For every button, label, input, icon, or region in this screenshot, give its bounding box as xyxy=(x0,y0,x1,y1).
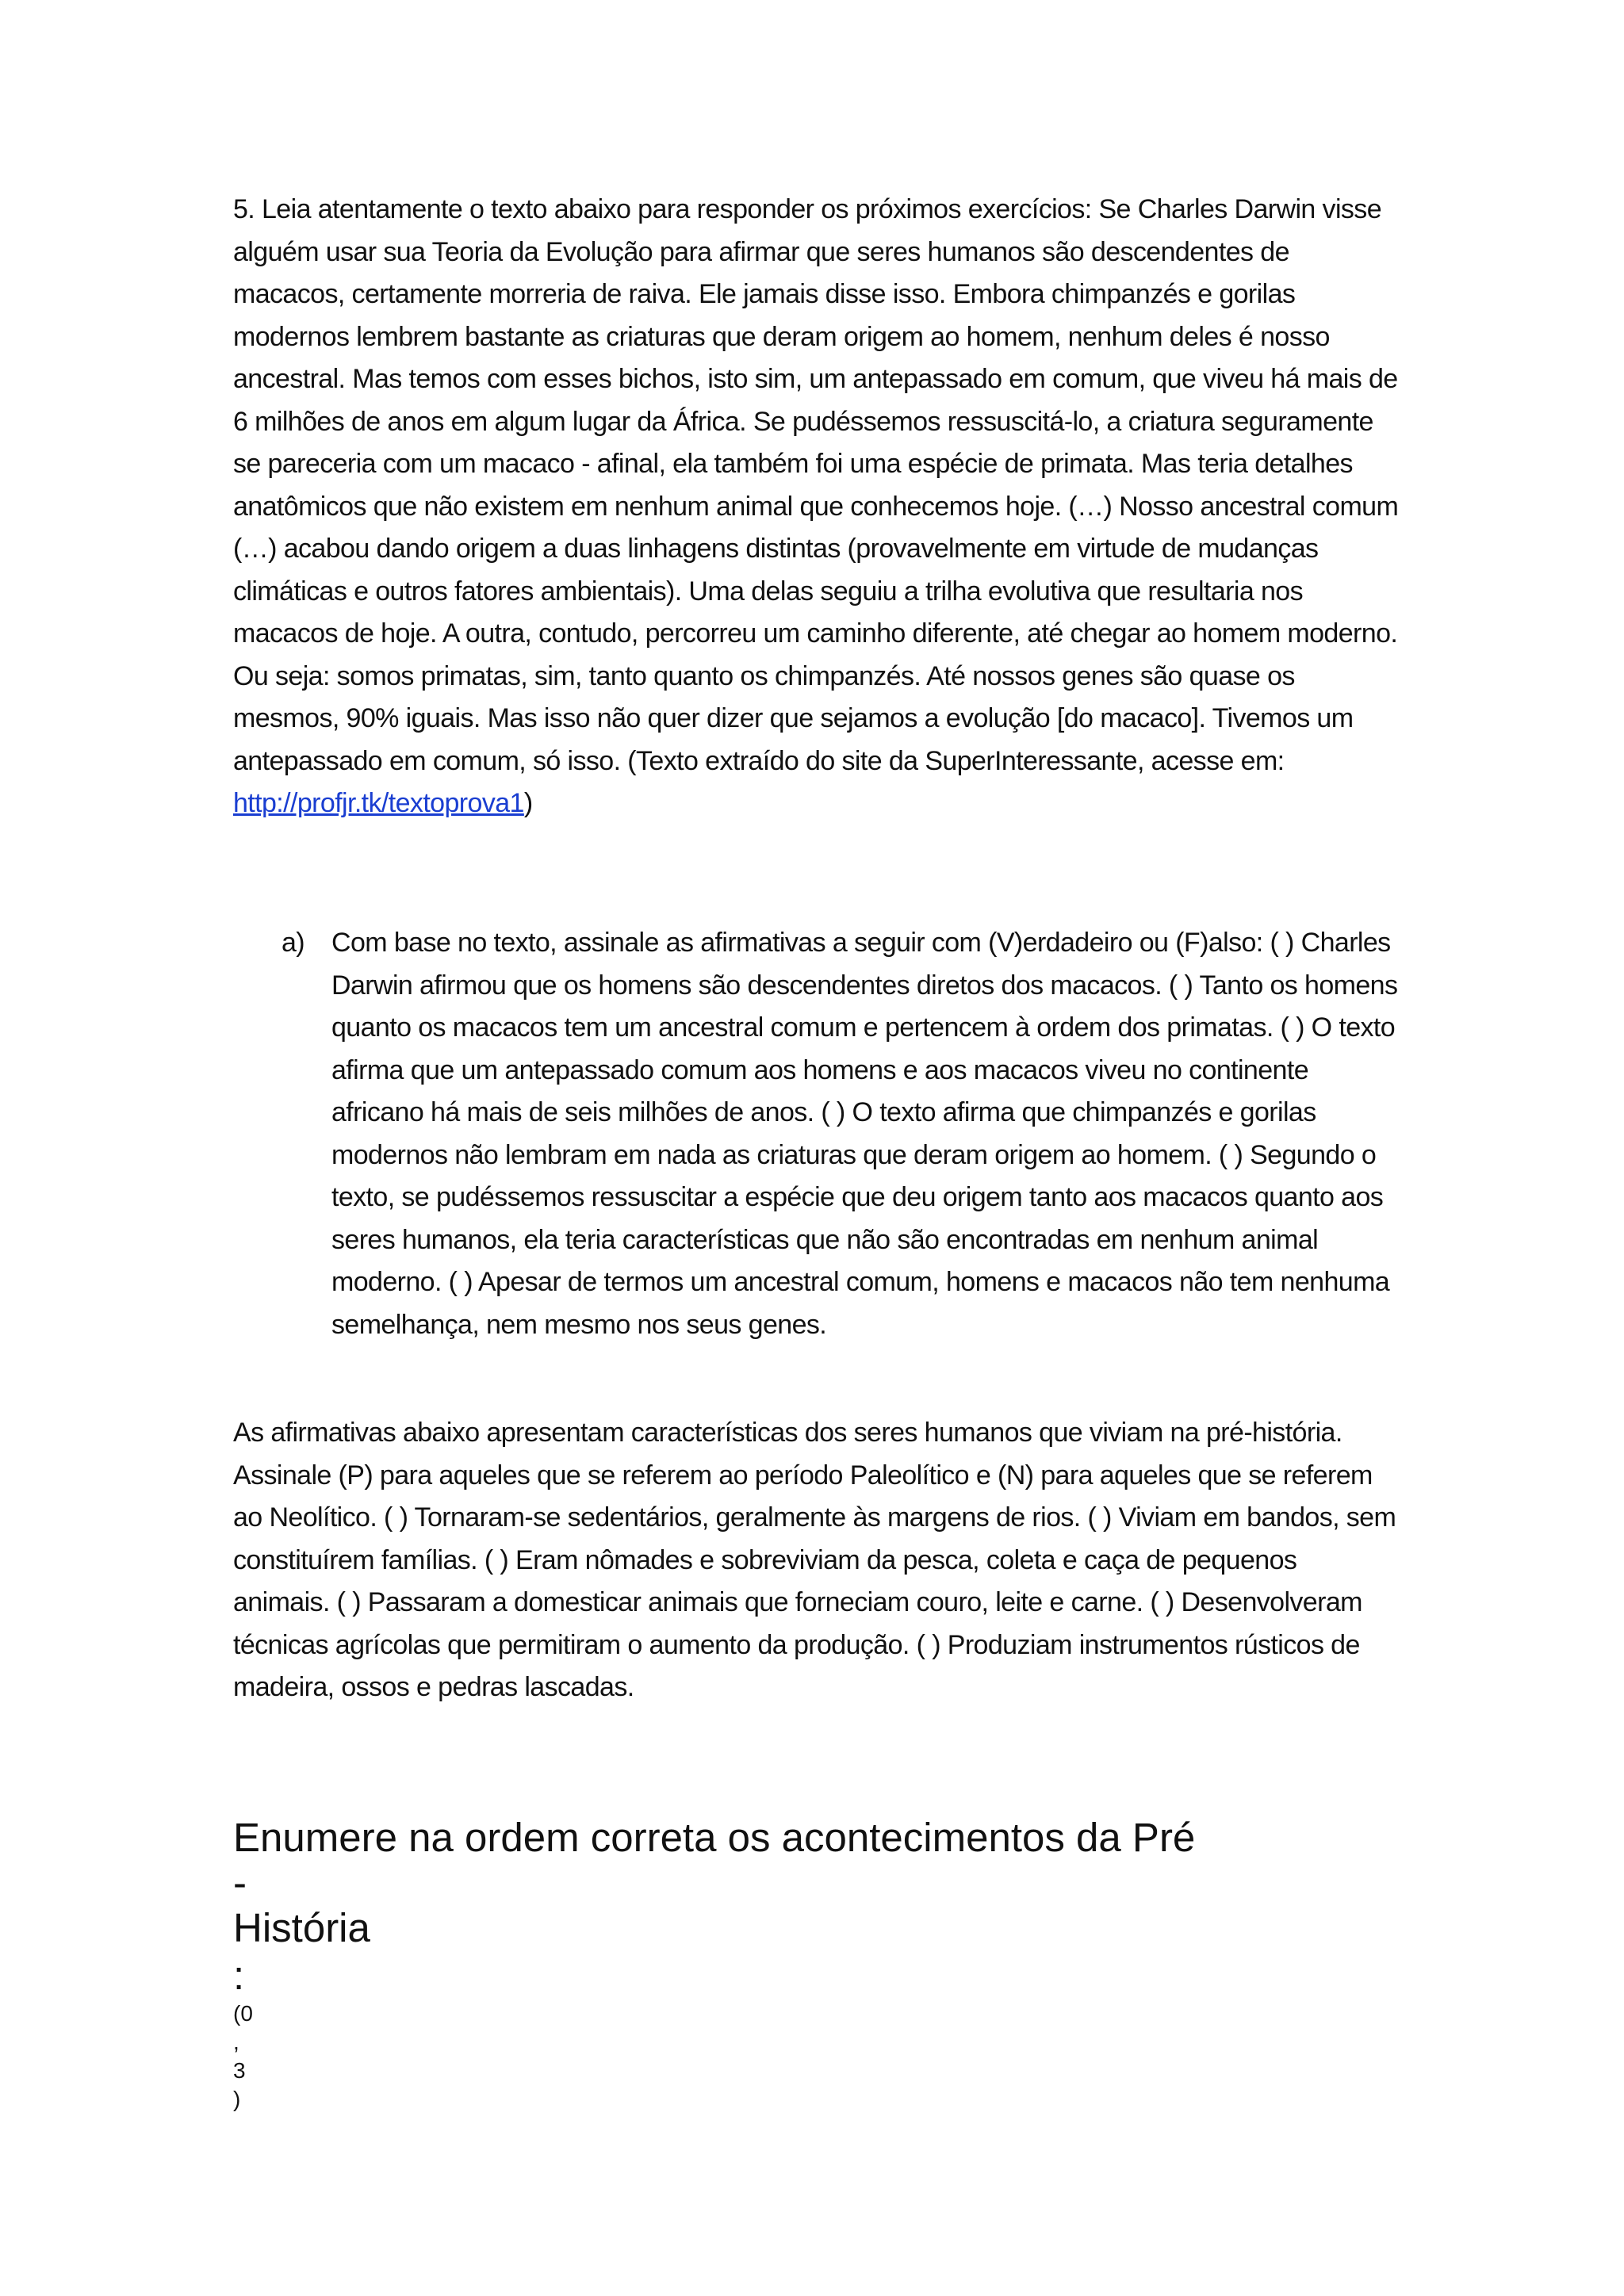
section-heading-line2: História xyxy=(233,1905,370,1950)
item-a-marker: a) xyxy=(282,928,305,958)
section-heading-line1: Enumere na ordem correta os acontecimentos da Pré xyxy=(233,1815,1196,1860)
question-5-closing: ) xyxy=(523,788,533,818)
question-6-text: As afirmativas abaixo apresentam características dos seres humanos que viviam na pré-história. Assinale (P) para aqueles que se referem ao período Paleolítico e (N) para aqueles que se referem ao Neolítico. ( ) Tornaram-se sedentários, geralmente às margens de rios. ( ) Viviam em bandos, sem constituírem famílias. ( ) Eram nômades e sobreviviam da pesca, coleta e caça de pequenos animais. ( ) Passaram a domesticar animais que forneciam couro, leite e carne. ( ) Desenvolveram técnicas agrícolas que permitiram o aumento da produção. ( ) Produziam instrumentos rústicos de madeira, ossos e pedras lascadas. xyxy=(233,1418,1396,1702)
score-part-3: 3 xyxy=(233,2058,246,2083)
score-part-4: ) xyxy=(233,2087,241,2111)
section-heading-colon: : xyxy=(233,1953,245,1998)
section-heading-dash: - xyxy=(233,1860,247,1905)
score-part-1: (0 xyxy=(233,2001,253,2026)
item-a xyxy=(282,922,1400,1346)
question-5-body: 5. Leia atentamente o texto abaixo para responder os próximos exercícios: Se Charles Darwin visse alguém usar sua Teoria da Evolução para afirmar que seres humanos são descendentes de macacos, certamente morreria de raiva. Ele jamais disse isso. Embora chimpanzés e gorilas modernos lembrem bastante as criaturas que deram origem ao homem, nenhum deles é nosso ancestral. Mas temos com esses bichos, isto sim, um antepassado em comum, que viveu há mais de 6 milhões de anos em algum lugar da África. Se pudéssemos ressuscitá-lo, a criatura seguramente se pareceria com um macaco - afinal, ela também foi uma espécie de primata. Mas teria detalhes anatômicos que não existem em nenhum animal que conhecemos hoje. (…) Nosso ancestral comum (…) acabou dando origem a duas linhagens distintas (provavelmente em virtude de mudanças climáticas e outros fatores ambientais). Uma delas seguiu a trilha evolutiva que resultaria nos macacos de hoje. A outra, contudo, percorreu um caminho diferente, até chegar ao homem moderno. Ou seja: somos primatas, sim, tanto quanto os chimpanzés. Até nossos genes são quase os mesmos, 90% iguais. Mas isso não quer dizer que sejamos a evolução [do macaco]. Tivemos um antepassado em comum, só isso. (Texto extraído do site da SuperInteressante, acesse em: xyxy=(233,194,1399,776)
item-a-text: Com base no texto, assinale as afirmativas a seguir com (V)erdadeiro ou (F)also: ( ) Charles Darwin afirmou que os homens são descendentes diretos dos macacos. ( ) Tanto os homens quanto os macacos tem um ancestral comum e pertencem à ordem dos primatas. ( ) O texto afirma que um antepassado comum aos homens e aos macacos viveu no continente africano há mais de seis milhões de anos. ( ) O texto afirma que chimpanzés e gorilas modernos não lembram em nada as criaturas que deram origem ao homem. ( ) Segundo o texto, se pudéssemos ressuscitar a espécie que deu origem tanto aos macacos quanto aos seres humanos, ela teria características que não são encontradas em nenhum animal moderno. ( ) Apesar de termos um ancestral comum, homens e macacos não tem nenhuma semelhança, nem mesmo nos seus genes. xyxy=(331,928,1398,1340)
score-part-2: , xyxy=(233,2030,239,2054)
source-link[interactable]: http://profjr.tk/textoprova1 xyxy=(233,788,524,818)
question-5-text xyxy=(233,189,1399,825)
